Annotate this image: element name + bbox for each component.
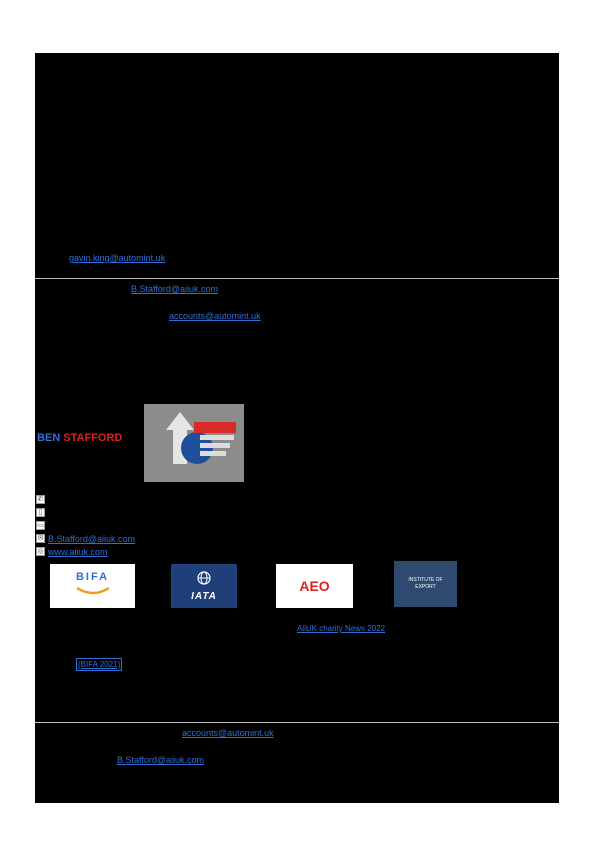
email-link-ben[interactable]: B.Stafford@aiiuk.com: [131, 284, 219, 294]
email-link-accounts[interactable]: accounts@automint.uk: [169, 311, 261, 321]
aeo-logo: [276, 564, 353, 608]
swoosh-icon: [73, 586, 113, 596]
signature-last-name: STAFFORD: [63, 432, 123, 444]
email-link-accounts-2[interactable]: accounts@automint.uk: [182, 728, 274, 738]
signature-first-name: BEN: [37, 432, 61, 444]
signature-email-link[interactable]: B.Stafford@aiiuk.com: [48, 534, 136, 544]
website-link[interactable]: www.aiiuk.com: [48, 547, 108, 557]
bifa-logo-text: BIFA: [75, 571, 110, 583]
iata-logo-text: IATA: [191, 591, 217, 602]
institute-of-export-logo: [394, 561, 457, 607]
email-document: [35, 53, 559, 803]
aeo-logo-text: AEO: [299, 578, 330, 594]
email-link-gavin[interactable]: gavin.king@automint.uk: [69, 253, 166, 263]
fax-icon: ▭: [37, 522, 44, 529]
email-icon: ✉: [37, 535, 44, 542]
phone-icon: ✆: [37, 496, 44, 503]
globe-icon: [196, 570, 212, 586]
divider: [35, 722, 559, 723]
ioe-logo-text: INSTITUTE OF EXPORT: [408, 577, 443, 590]
mobile-icon: ▯: [36, 508, 45, 517]
globe-icon: ◎: [37, 548, 44, 555]
bifa-2021-link[interactable]: (BIFA 2021): [78, 660, 121, 669]
divider: [35, 278, 559, 279]
signature-name: [37, 431, 122, 445]
bifa-logo: [50, 564, 135, 608]
email-link-ben-2[interactable]: B.Stafford@aiiuk.com: [117, 755, 205, 765]
arrow-logo-icon: [144, 404, 244, 482]
iata-logo: [171, 564, 237, 608]
company-logo: [144, 404, 244, 482]
charity-news-link[interactable]: AiiUK charity News 2022: [297, 624, 386, 633]
